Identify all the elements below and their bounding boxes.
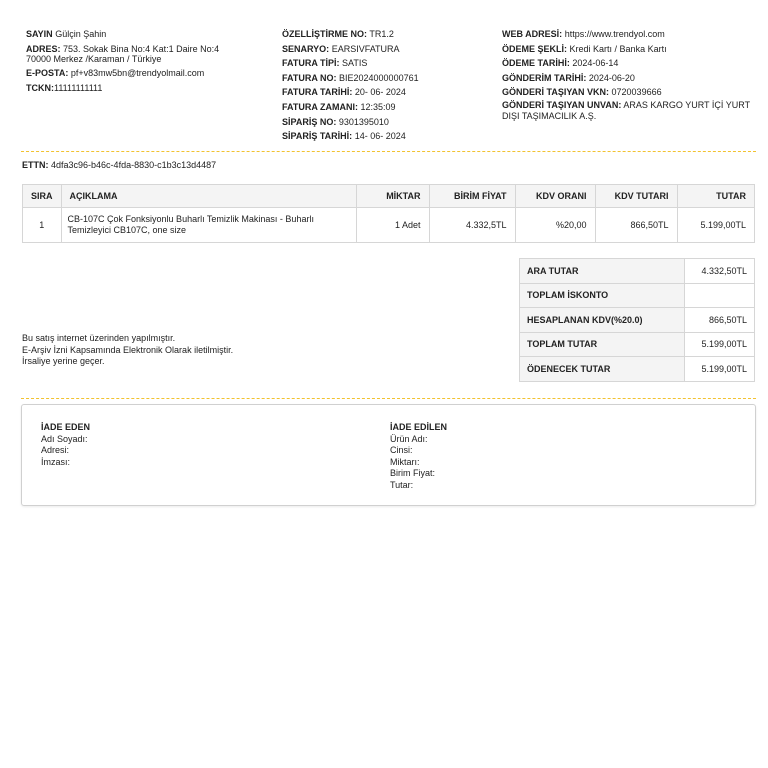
col-header-aciklama: AÇIKLAMA: [61, 185, 356, 208]
buyer-address-line1: 753. Sokak Bina No:4 Kat:1 Daire No:4: [63, 43, 220, 54]
note-line: İrsaliye yerine geçer.: [22, 356, 105, 366]
col-header-kdv-orani: KDV ORANI: [515, 185, 595, 208]
siparis-tarihi-value: 14- 06- 2024: [354, 131, 406, 142]
siparis-no-row: [282, 115, 482, 130]
kdv-value: 866,50TL: [685, 308, 755, 333]
fatura-tipi-label: FATURA TİPİ:: [282, 58, 340, 69]
tasiyan-vkn-row: [502, 85, 762, 100]
cell-aciklama: CB-107C Çok Fonksiyonlu Buharlı Temizlik Makinası - Buharlı Temizleyici CB107C, one size: [61, 208, 356, 243]
cell-kdv-orani: %20,00: [515, 208, 595, 243]
senaryo-value: EARSIVFATURA: [331, 43, 400, 54]
siparis-no-value: 9301395010: [338, 116, 389, 127]
col-header-birim-fiyat: BİRİM FİYAT: [429, 185, 515, 208]
siparis-tarihi-row: [282, 129, 482, 144]
col-header-miktar: MİKTAR: [356, 185, 429, 208]
sale-note: [22, 333, 233, 368]
buyer-name-label: SAYIN: [26, 29, 53, 39]
cell-kdv-tutari: 866,50TL: [595, 208, 677, 243]
returned-field-type: Cinsi:: [390, 445, 413, 456]
ozellestirme-row: [282, 27, 482, 42]
ettn-value: 4dfa3c96-b46c-4fda-8830-c1b3c13d4487: [51, 160, 217, 170]
buyer-name-row: [26, 27, 266, 42]
gonderim-tarihi-row: [502, 71, 762, 86]
divider-dashed-bottom: [21, 398, 756, 399]
tasiyan-vkn-label: GÖNDERİ TAŞIYAN VKN:: [502, 87, 610, 98]
returned-item: [390, 422, 447, 492]
totals-row-iskonto: [520, 283, 755, 308]
odenecek-value: 5.199,00TL: [685, 357, 755, 382]
siparis-tarihi-label: SİPARİŞ TARİHİ:: [282, 131, 353, 142]
buyer-address-row2: [26, 54, 266, 64]
buyer-email: pf+v83mw5bn@trendyolmail.com: [70, 68, 205, 79]
web-row: [502, 27, 762, 42]
tasiyan-unvan-label: GÖNDERİ TAŞIYAN UNVAN:: [502, 99, 622, 110]
odeme-sekli-value: Kredi Kartı / Banka Kartı: [569, 43, 667, 54]
items-table: [22, 184, 755, 243]
odeme-tarihi-value: 2024-06-14: [572, 58, 619, 69]
buyer-tckn-row: [26, 81, 266, 96]
col-header-sira: SIRA: [23, 185, 62, 208]
toplam-value: 5.199,00TL: [685, 332, 755, 357]
totals-row-ara-tutar: [520, 259, 755, 284]
note-line: E-Arşiv İzni Kapsamında Elektronik Olarak iletilmiştir.: [22, 344, 234, 355]
returned-field-unit-price: Birim Fiyat:: [390, 468, 435, 479]
gonderim-tarihi-label: GÖNDERİM TARİHİ:: [502, 72, 587, 83]
fatura-tipi-row: [282, 56, 482, 71]
fatura-tipi-value: SATIS: [342, 58, 368, 69]
ettn-label: ETTN:: [22, 160, 49, 170]
cell-miktar: 1 Adet: [356, 208, 429, 243]
seller-info: [502, 27, 762, 122]
note-line: Bu satış internet üzerinden yapılmıştır.: [22, 333, 176, 343]
buyer-name: Gülçin Şahin: [55, 29, 107, 39]
return-field-signature: İmzası:: [41, 456, 71, 467]
returned-field-amount: Tutar:: [390, 479, 414, 490]
col-header-kdv-tutari: KDV TUTARI: [595, 185, 677, 208]
ara-tutar-value: 4.332,50TL: [685, 259, 755, 284]
cell-sira: 1: [23, 208, 62, 243]
fatura-zamani-row: [282, 100, 482, 115]
fatura-no-value: BIE2024000000761: [339, 72, 419, 83]
odeme-tarihi-row: [502, 56, 762, 71]
return-sender-title: İADE EDEN: [41, 422, 91, 432]
returned-field-product: Ürün Adı:: [390, 433, 428, 444]
totals-table: [519, 258, 755, 382]
senaryo-label: SENARYO:: [282, 43, 330, 54]
buyer-tckn: 11111111111: [54, 82, 103, 93]
totals-row-toplam: [520, 332, 755, 357]
ettn-row: [22, 160, 216, 170]
buyer-address-line2: 70000 Merkez /Karaman / Türkiye: [26, 54, 162, 65]
return-field-name: Adı Soyadı:: [41, 433, 88, 444]
fatura-no-label: FATURA NO:: [282, 72, 337, 83]
senaryo-row: [282, 42, 482, 57]
divider-dashed-top: [21, 151, 756, 152]
iskonto-value: [685, 283, 755, 308]
tasiyan-unvan-value: ARAS KARGO YURT İÇİ YURT DIŞI TAŞIMACILIK A.Ş.: [502, 99, 750, 121]
return-field-address: Adresi:: [41, 445, 70, 456]
tasiyan-unvan-row: [502, 100, 757, 122]
fatura-zamani-label: FATURA ZAMANI:: [282, 101, 358, 112]
odeme-sekli-row: [502, 42, 762, 57]
fatura-tarihi-label: FATURA TARİHİ:: [282, 87, 353, 98]
web-link[interactable]: https://www.trendyol.com: [564, 29, 665, 39]
odenecek-label: ÖDENECEK TUTAR: [520, 357, 685, 382]
invoice-info: [282, 27, 482, 144]
return-form: [21, 404, 756, 506]
gonderim-tarihi-value: 2024-06-20: [588, 72, 635, 83]
returned-field-quantity: Miktarı:: [390, 456, 420, 467]
buyer-email-label: E-POSTA:: [26, 68, 69, 79]
returned-item-title: İADE EDİLEN: [390, 422, 448, 432]
ara-tutar-label: ARA TUTAR: [520, 259, 685, 284]
tasiyan-vkn-value: 0720039666: [611, 87, 662, 98]
buyer-address-label: ADRES:: [26, 43, 61, 54]
fatura-no-row: [282, 71, 482, 86]
odeme-tarihi-label: ÖDEME TARİHİ:: [502, 58, 570, 69]
kdv-label: HESAPLANAN KDV(%20.0): [520, 308, 685, 333]
odeme-sekli-label: ÖDEME ŞEKLİ:: [502, 43, 568, 54]
cell-birim-fiyat: 4.332,5TL: [429, 208, 515, 243]
fatura-tarihi-row: [282, 85, 482, 100]
table-row: [23, 208, 755, 243]
fatura-tarihi-value: 20- 06- 2024: [354, 87, 406, 98]
siparis-no-label: SİPARİŞ NO:: [282, 116, 337, 127]
ozellestirme-value: TR1.2: [369, 29, 394, 39]
buyer-info: [26, 27, 266, 95]
web-label: WEB ADRESİ:: [502, 29, 563, 39]
iskonto-label: TOPLAM İSKONTO: [520, 283, 685, 308]
cell-tutar: 5.199,00TL: [677, 208, 754, 243]
totals-row-kdv: [520, 308, 755, 333]
buyer-tckn-label: TCKN:: [26, 82, 54, 93]
toplam-label: TOPLAM TUTAR: [520, 332, 685, 357]
totals-row-odenecek: [520, 357, 755, 382]
fatura-zamani-value: 12:35:09: [360, 101, 396, 112]
ozellestirme-label: ÖZELLİŞTİRME NO:: [282, 29, 367, 39]
buyer-email-row: [26, 66, 266, 81]
items-table-header: [23, 185, 755, 208]
return-sender: [41, 422, 90, 468]
col-header-tutar: TUTAR: [677, 185, 754, 208]
